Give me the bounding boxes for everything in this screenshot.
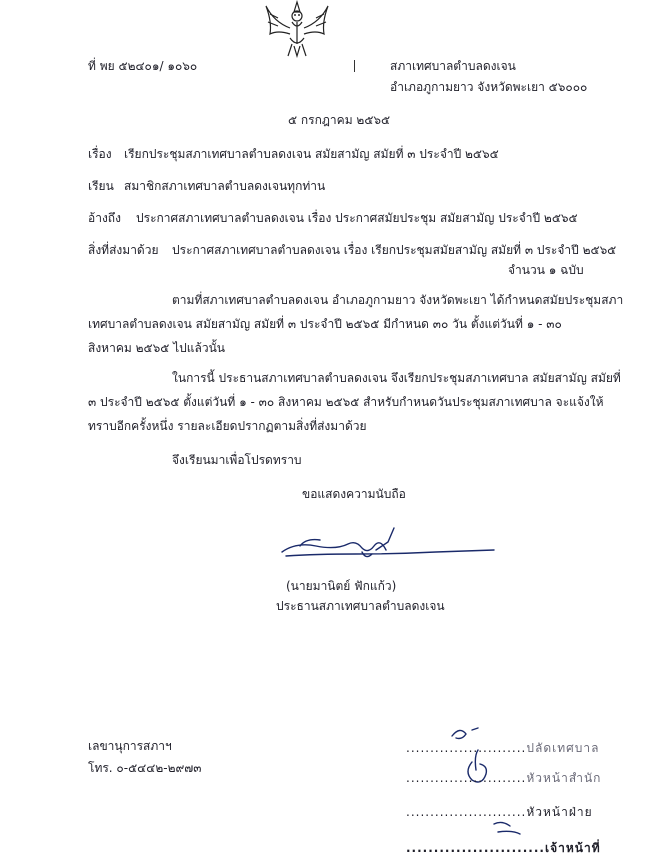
signatory-name: (นายมานิตย์ ฟักแก้ว)	[286, 579, 397, 593]
approval-row	[406, 804, 593, 820]
approval-label-2: หัวหน้าสำนัก	[526, 771, 602, 785]
approval-row	[406, 770, 601, 786]
document-date: ๕ กรกฎาคม ๒๕๖๕	[288, 113, 391, 127]
garuda-emblem	[264, 0, 330, 58]
closing-text: จึงเรียนมาเพื่อโปรดทราบ	[172, 453, 302, 467]
office-contact: เลขานุการสภาฯ	[88, 739, 172, 753]
approval-dots: .........................	[406, 841, 545, 855]
approval-label-4: เจ้าหน้าที่	[544, 841, 601, 855]
reference-text: ประกาศสภาเทศบาลตำบลดงเจน เรื่อง ประกาศสมัยประชุม สมัยสามัญ ประจำปี ๒๕๖๕	[136, 211, 578, 225]
paragraph-2-line-1: ในการนี้ ประธานสภาเทศบาลตำบลดงเจน จึงเรียกประชุมสภาเทศบาล สมัยสามัญ สมัยที่	[172, 371, 621, 385]
handwritten-signature	[276, 524, 500, 574]
paragraph-2-line-2: ๓ ประจำปี ๒๕๖๕ ตั้งแต่วันที่ ๑ - ๓๐ สิงหาคม ๒๕๖๕ สำหรับกำหนดวันประชุมสภาเทศบาล จะแจ้งให้	[88, 395, 604, 409]
agency-address: อำเภอภูกามยาว จังหวัดพะเยา ๕๖๐๐๐	[390, 80, 588, 94]
approval-dots: .........................	[406, 805, 527, 819]
approval-row	[406, 740, 599, 756]
approval-label-3: หัวหน้าฝ่าย	[526, 805, 593, 819]
salutation: ขอแสดงความนับถือ	[302, 487, 406, 501]
agency-name: สภาเทศบาลตำบลดงเจน	[390, 59, 516, 73]
paragraph-1-line-1: ตามที่สภาเทศบาลตำบลดงเจน อำเภอภูกามยาว จังหวัดพะเยา ได้กำหนดสมัยประชุมสภา	[172, 293, 624, 307]
paragraph-1-line-2: เทศบาลตำบลดงเจน สมัยสามัญ สมัยที่ ๓ ประจำปี ๒๕๖๕ มีกำหนด ๓๐ วัน ตั้งแต่วันที่ ๑ - ๓๐	[88, 317, 562, 331]
office-phone: โทร. ๐-๕๔๔๒-๒๙๗๓	[88, 761, 202, 775]
approval-dots: .........................	[406, 741, 527, 755]
approval-row	[406, 840, 601, 856]
enclosure-text: ประกาศสภาเทศบาลตำบลดงเจน เรื่อง เรียกประชุมสมัยสามัญ สมัยที่ ๓ ประจำปี ๒๕๖๕	[172, 243, 617, 257]
enclosure-label: สิ่งที่ส่งมาด้วย	[88, 243, 159, 257]
to-label: เรียน	[88, 179, 114, 193]
enclosure-count: จำนวน ๑ ฉบับ	[508, 263, 584, 277]
to-text: สมาชิกสภาเทศบาลตำบลดงเจนทุกท่าน	[124, 179, 326, 193]
approval-dots: .........................	[406, 771, 527, 785]
paragraph-2-line-3: ทราบอีกครั้งหนึ่ง รายละเอียดปรากฏตามสิ่งที่ส่งมาด้วย	[88, 419, 367, 433]
approval-label-1: ปลัดเทศบาล	[526, 741, 600, 755]
header-divider	[354, 60, 355, 72]
subject-label: เรื่อง	[88, 147, 112, 161]
reference-label: อ้างถึง	[88, 211, 121, 225]
subject-text: เรียกประชุมสภาเทศบาลตำบลดงเจน สมัยสามัญ สมัยที่ ๓ ประจำปี ๒๕๖๕	[124, 147, 499, 161]
document-number: ที่ พย ๕๒๔๐๑/ ๑๐๖๐	[88, 59, 198, 73]
garuda-emblem-icon	[264, 0, 330, 58]
signature-icon	[276, 524, 500, 574]
paragraph-1-line-3: สิงหาคม ๒๕๖๕ ไปแล้วนั้น	[88, 341, 225, 355]
signatory-position: ประธานสภาเทศบาลตำบลดงเจน	[276, 599, 445, 613]
